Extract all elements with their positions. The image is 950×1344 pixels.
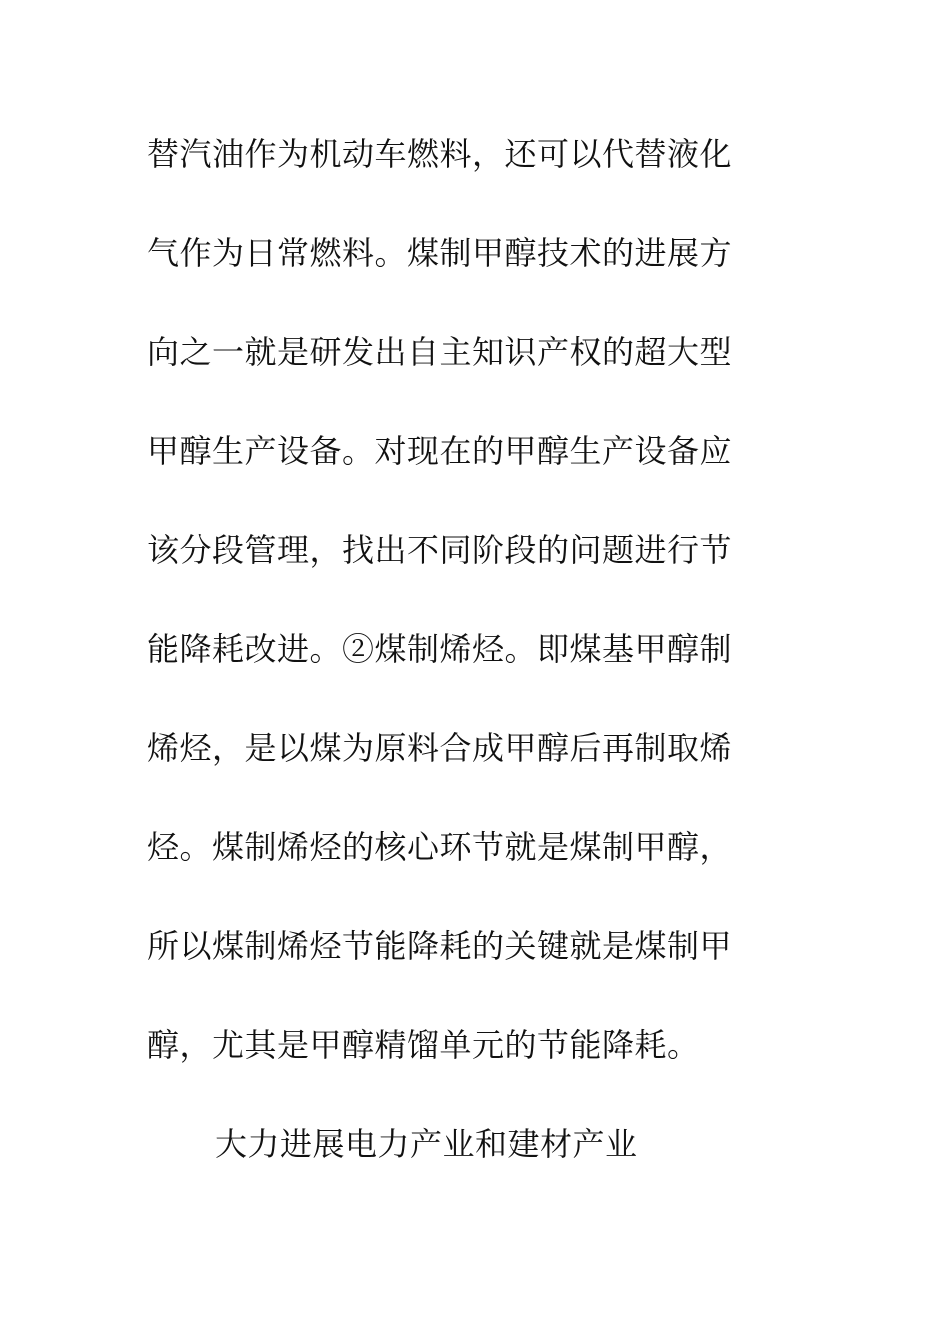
body-text (147, 122, 787, 1211)
text-line: 向之一就是研发出自主知识产权的超大型 (147, 333, 733, 371)
text-line: 醇，尤其是甲醇精馏单元的节能降耗。 (147, 1026, 700, 1064)
text-line: 烃。煤制烯烃的核心环节就是煤制甲醇， (147, 828, 733, 866)
text-line: 替汽油作为机动车燃料，还可以代替液化 (147, 135, 733, 173)
section-heading: 大力进展电力产业和建材产业 (215, 1125, 638, 1163)
text-line: 甲醇生产设备。对现在的甲醇生产设备应 (147, 432, 733, 470)
text-line: 该分段管理，找出不同阶段的问题进行节 (147, 531, 733, 569)
text-line: 烯烃，是以煤为原料合成甲醇后再制取烯 (147, 729, 733, 767)
text-line: 能降耗改进。②煤制烯烃。即煤基甲醇制 (147, 630, 733, 668)
text-line: 所以煤制烯烃节能降耗的关键就是煤制甲 (147, 927, 733, 965)
text-line: 气作为日常燃料。煤制甲醇技术的进展方 (147, 234, 733, 272)
